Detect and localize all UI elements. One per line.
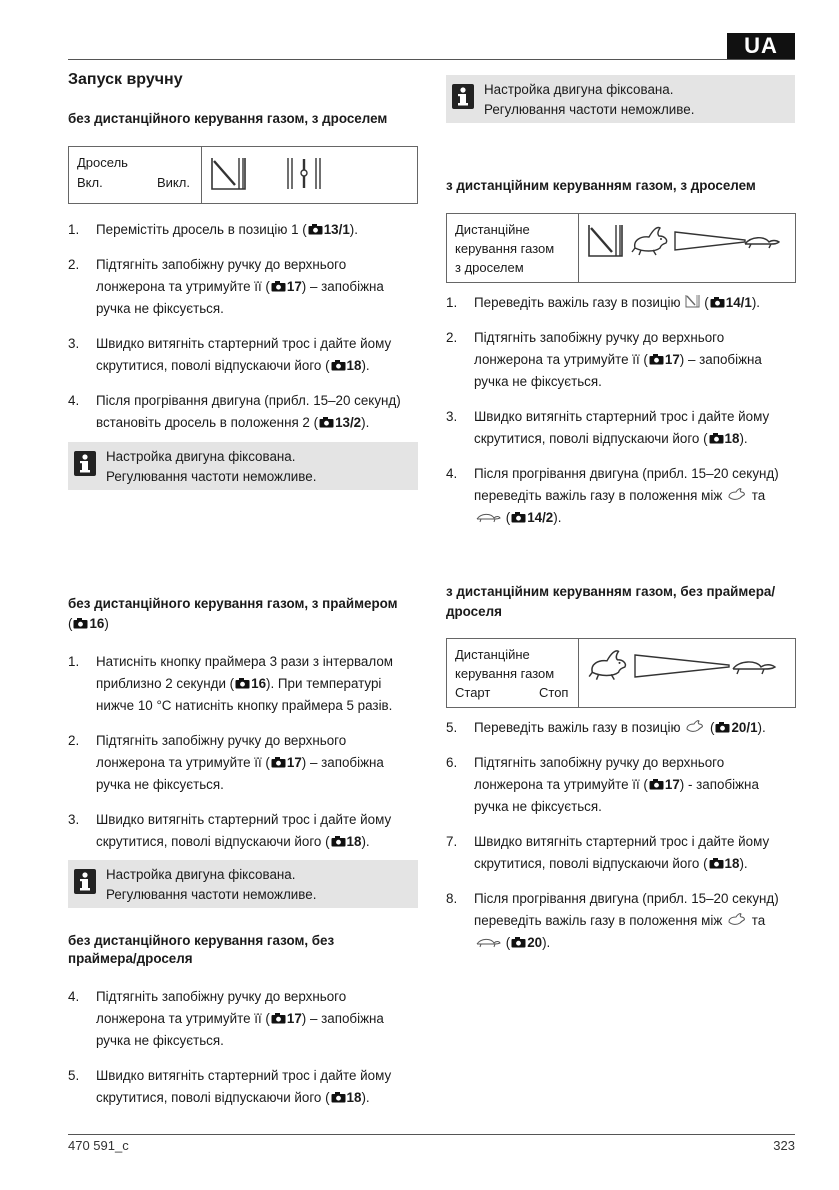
info-note xyxy=(68,860,418,908)
note-line: Настройка двигуна фіксована. xyxy=(484,82,674,97)
rabbit-icon xyxy=(727,487,747,501)
remote-no-primer-label-cell xyxy=(447,639,579,707)
info-icon xyxy=(74,869,96,894)
start-label: Старт xyxy=(455,685,491,700)
remote-label-line: з дроселем xyxy=(455,260,524,275)
choke-table xyxy=(68,146,418,204)
camera-icon xyxy=(710,297,725,308)
remote-choke-table xyxy=(446,213,796,283)
camera-icon xyxy=(331,1092,346,1103)
list-item: 5. Швидко витягніть стартерний трос і дайте йому скрутитися, поволі відпускаючи його ( 18). xyxy=(68,1068,392,1105)
turtle-icon xyxy=(475,936,501,948)
language-badge: UA xyxy=(727,33,795,59)
list-item: 1. Натисніть кнопку праймера 3 рази з інтервалом приблизно 2 секунди ( 16). При температурі нижче 10 °C натисніть кнопку праймера 5 разів. xyxy=(68,654,393,713)
info-note xyxy=(446,75,795,123)
turtle-icon xyxy=(475,511,501,523)
camera-icon xyxy=(235,678,250,689)
section-heading-no-primer: без дистанційного керування газом, без праймера/дроселя xyxy=(68,933,335,966)
camera-icon xyxy=(271,757,286,768)
camera-icon xyxy=(271,281,286,292)
steps-primer xyxy=(68,651,418,866)
note-line: Регулювання частоти неможливе. xyxy=(484,102,695,117)
speed-wedge-icon xyxy=(673,230,783,252)
choke-position-icon xyxy=(685,294,703,308)
steps-choke xyxy=(68,219,418,447)
stop-label: Стоп xyxy=(539,685,569,700)
section-heading-remote-no-primer: з дистанційним керуванням газом, без праймера/ дроселя xyxy=(446,584,776,619)
remote-label-line: керування газом xyxy=(455,241,555,256)
choke-off-label: Викл. xyxy=(157,175,190,190)
camera-icon xyxy=(331,836,346,847)
camera-icon xyxy=(308,224,323,235)
list-item: 1. Переведіть важіль газу в позицію ( 14/1). xyxy=(446,295,760,310)
list-item: 2. Підтягніть запобіжну ручку до верхнього лонжерона та утримуйте її ( 17) – запобіжна ручка не фіксується. xyxy=(68,733,384,792)
steps-remote-no-primer xyxy=(446,717,796,967)
list-item: 3. Швидко витягніть стартерний трос і дайте йому скрутитися, поволі відпускаючи його ( 18). xyxy=(68,336,392,373)
footer-divider xyxy=(68,1134,795,1135)
choke-table-label-cell xyxy=(69,147,202,203)
note-line: Настройка двигуна фіксована. xyxy=(106,867,296,882)
choke-on-icon xyxy=(209,155,249,193)
camera-icon xyxy=(649,354,664,365)
remote-label-line: Дистанційне xyxy=(455,222,530,237)
section-heading-remote-choke: з дистанційним керуванням газом, з дроселем xyxy=(446,178,756,193)
list-item: 8. Після прогрівання двигуна (прибл. 15–20 секунд) переведіть важіль газу в положення між та ( 20). xyxy=(446,891,779,950)
page-number: 323 xyxy=(773,1138,795,1153)
camera-icon xyxy=(709,433,724,444)
choke-label: Дросель xyxy=(77,155,128,170)
list-item: 4. Підтягніть запобіжну ручку до верхнього лонжерона та утримуйте її ( 17) – запобіжна ручка не фіксується. xyxy=(68,989,384,1048)
rabbit-icon xyxy=(727,912,747,926)
camera-icon xyxy=(73,618,88,629)
steps-remote-choke xyxy=(446,292,796,542)
camera-icon xyxy=(649,779,664,790)
list-item: 4. Після прогрівання двигуна (прибл. 15–20 секунд) встановіть дросель в положення 2 ( 13/2). xyxy=(68,393,401,430)
remote-label-line: Дистанційне xyxy=(455,647,530,662)
remote-no-primer-table xyxy=(446,638,796,708)
list-item: 2. Підтягніть запобіжну ручку до верхнього лонжерона та утримуйте її ( 17) – запобіжна ручка не фіксується. xyxy=(446,330,762,389)
choke-off-icon xyxy=(284,155,324,193)
speed-wedge-icon xyxy=(633,653,783,679)
camera-icon xyxy=(709,858,724,869)
camera-icon xyxy=(715,722,730,733)
note-line: Регулювання частоти неможливе. xyxy=(106,469,317,484)
list-item: 1. Перемістіть дросель в позицію 1 ( 13/1). xyxy=(68,222,358,237)
document-code: 470 591_c xyxy=(68,1138,129,1153)
camera-icon xyxy=(331,360,346,371)
camera-icon xyxy=(511,512,526,523)
list-item: 2. Підтягніть запобіжну ручку до верхнього лонжерона та утримуйте її ( 17) – запобіжна ручка не фіксується. xyxy=(68,257,384,316)
list-item: 6. Підтягніть запобіжну ручку до верхнього лонжерона та утримуйте її ( 17) - запобіжна ручка не фіксується. xyxy=(446,755,759,814)
list-item: 4. Після прогрівання двигуна (прибл. 15–20 секунд) переведіть важіль газу в положення між та ( 14/2). xyxy=(446,466,779,525)
camera-icon xyxy=(319,417,334,428)
info-icon xyxy=(452,84,474,109)
choke-on-label: Вкл. xyxy=(77,175,103,190)
page-title: Запуск вручну xyxy=(68,71,183,88)
note-line: Регулювання частоти неможливе. xyxy=(106,887,317,902)
header-divider xyxy=(68,59,795,60)
section-heading-choke: без дистанційного керування газом, з дроселем xyxy=(68,111,388,126)
camera-icon xyxy=(511,937,526,948)
section-heading-primer: без дистанційного керування газом, з праймером ( 16) xyxy=(68,596,398,631)
rabbit-icon xyxy=(685,719,705,733)
list-item: 3. Швидко витягніть стартерний трос і дайте йому скрутитися, поволі відпускаючи його ( 18). xyxy=(68,812,392,849)
info-icon xyxy=(74,451,96,476)
note-line: Настройка двигуна фіксована. xyxy=(106,449,296,464)
list-item: 3. Швидко витягніть стартерний трос і дайте йому скрутитися, поволі відпускаючи його ( 18). xyxy=(446,409,770,446)
steps-no-primer xyxy=(68,986,418,1122)
camera-icon xyxy=(271,1013,286,1024)
remote-label-line: керування газом xyxy=(455,666,555,681)
remote-choke-label-cell xyxy=(447,214,579,282)
list-item: 7. Швидко витягніть стартерний трос і дайте йому скрутитися, поволі відпускаючи його ( 18). xyxy=(446,834,770,871)
list-item: 5. Переведіть важіль газу в позицію ( 20/1). xyxy=(446,720,766,735)
choke-position-icon xyxy=(586,222,626,260)
rabbit-icon xyxy=(629,224,671,258)
info-note xyxy=(68,442,418,490)
rabbit-icon xyxy=(586,647,630,683)
